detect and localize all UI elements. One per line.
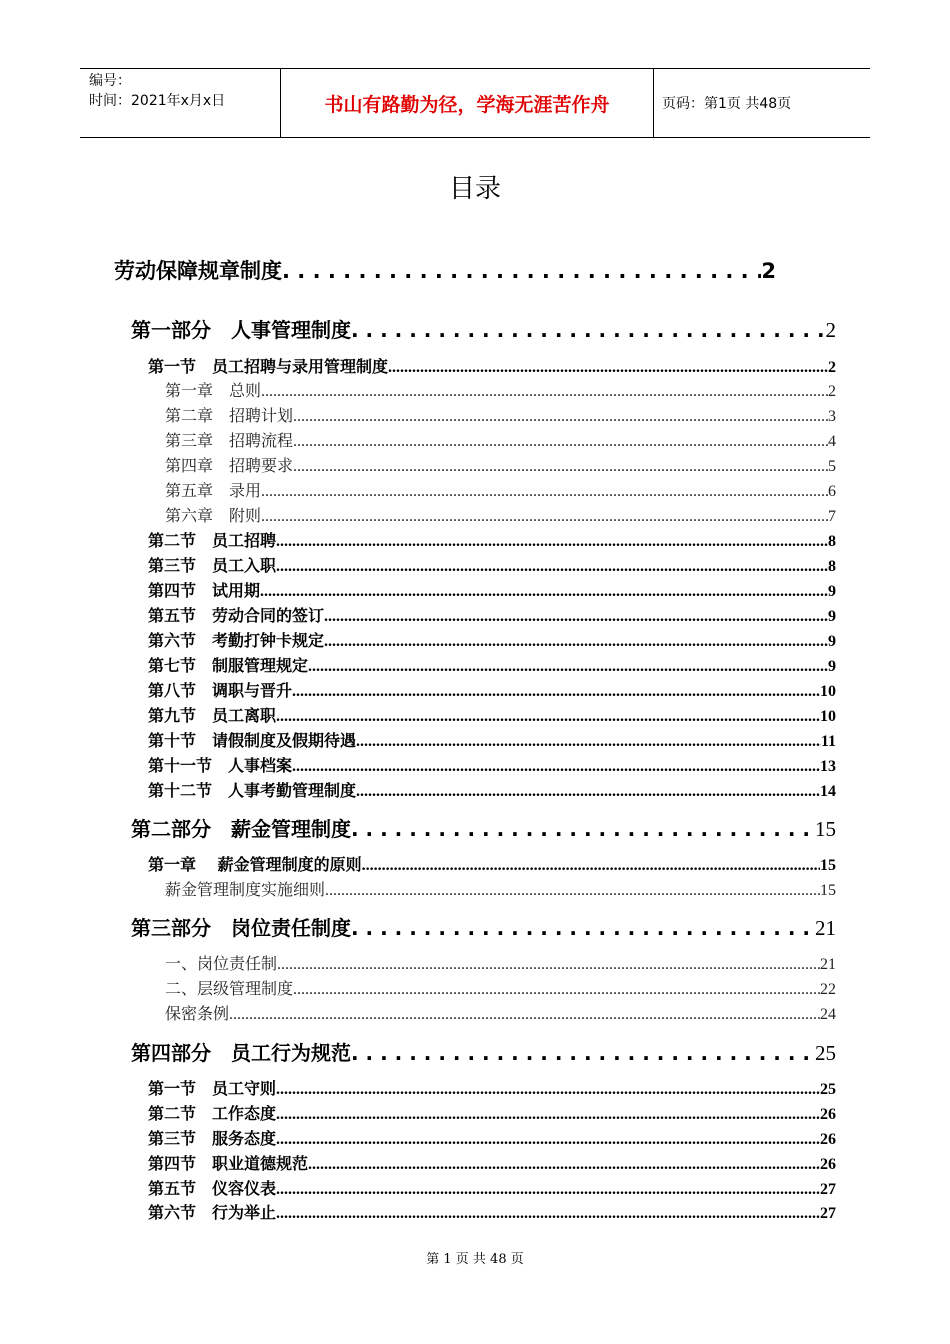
toc-entry-leader-dots bbox=[282, 259, 761, 283]
toc-entry-label: 第三节 员工入职 bbox=[148, 556, 277, 575]
toc-entry[interactable] bbox=[165, 378, 836, 401]
toc-entry-page-number: 6 bbox=[828, 483, 836, 500]
toc-entry-leader-dots bbox=[292, 758, 820, 776]
toc-entry-label: 第五章 录用 bbox=[165, 481, 262, 500]
toc-entry-label: 第十一节 人事档案 bbox=[148, 756, 293, 775]
toc-entry-leader-dots bbox=[261, 508, 828, 526]
toc-entry-page-number: 5 bbox=[828, 458, 836, 475]
toc-entry-leader-dots bbox=[308, 1156, 820, 1174]
toc-entry-leader-dots bbox=[351, 817, 815, 841]
toc-entry[interactable] bbox=[148, 653, 836, 676]
toc-entry-label: 第六章 附则 bbox=[165, 506, 262, 525]
toc-entry[interactable] bbox=[165, 503, 836, 526]
toc-entry[interactable] bbox=[148, 553, 836, 576]
page-footer: 第 1 页 共 48 页 bbox=[426, 1252, 524, 1267]
toc-entry-page-number: 8 bbox=[828, 558, 836, 575]
toc-entry-leader-dots bbox=[276, 1106, 820, 1124]
toc-entry-leader-dots bbox=[260, 583, 828, 601]
toc-entry-leader-dots bbox=[293, 433, 828, 451]
toc-entry[interactable] bbox=[148, 778, 836, 801]
toc-entry-page-number: 25 bbox=[815, 1041, 836, 1065]
toc-entry-label: 第一节 员工守则 bbox=[148, 1079, 277, 1098]
toc-entry-page-number: 25 bbox=[820, 1081, 836, 1098]
toc-entry-label: 第六节 考勤打钟卡规定 bbox=[148, 631, 325, 650]
toc-entry-label: 保密条例 bbox=[165, 1004, 230, 1023]
toc-entry-label: 第三节 服务态度 bbox=[148, 1129, 277, 1148]
toc-entry-page-number: 13 bbox=[820, 758, 836, 775]
toc-entry-label: 第十节 请假制度及假期待遇 bbox=[148, 731, 357, 750]
toc-entry-leader-dots bbox=[276, 558, 828, 576]
toc-entry[interactable] bbox=[148, 1126, 836, 1149]
toc-entry[interactable] bbox=[165, 453, 836, 476]
toc-entry-page-number: 10 bbox=[820, 683, 836, 700]
toc-entry[interactable] bbox=[148, 1200, 836, 1223]
toc-entry-leader-dots bbox=[276, 1131, 820, 1149]
toc-entry-leader-dots bbox=[229, 1006, 820, 1024]
toc-entry-page-number: 2 bbox=[761, 259, 776, 283]
toc-entry[interactable] bbox=[148, 1101, 836, 1124]
toc-entry-label: 第四章 招聘要求 bbox=[165, 456, 294, 475]
toc-entry-label: 第一节 员工招聘与录用管理制度 bbox=[148, 357, 389, 376]
header-slogan: 书山有路勤为径，学海无涯苦作舟 bbox=[281, 69, 654, 137]
toc-entry-leader-dots bbox=[388, 359, 828, 377]
toc-entry-leader-dots bbox=[276, 1181, 820, 1199]
toc-entry-page-number: 2 bbox=[828, 383, 836, 400]
toc-entry-page-number: 26 bbox=[820, 1131, 836, 1148]
toc-entry-label: 第四节 试用期 bbox=[148, 581, 261, 600]
toc-entry-leader-dots bbox=[351, 1041, 815, 1065]
document-number-label: 编号： bbox=[89, 73, 131, 89]
toc-entry-page-number: 15 bbox=[820, 882, 836, 899]
toc-entry-page-number: 9 bbox=[828, 658, 836, 675]
toc-entry[interactable] bbox=[165, 951, 836, 974]
toc-entry-page-number: 15 bbox=[815, 817, 836, 841]
toc-entry-label: 一、岗位责任制 bbox=[165, 954, 278, 973]
toc-entry[interactable] bbox=[165, 1001, 836, 1024]
toc-entry-label: 第六节 行为举止 bbox=[148, 1203, 277, 1222]
toc-entry-leader-dots bbox=[276, 533, 828, 551]
toc-entry[interactable] bbox=[165, 976, 836, 999]
toc-entry-page-number: 14 bbox=[820, 783, 836, 800]
page-title: 目录 bbox=[448, 174, 501, 204]
toc-entry-page-number: 22 bbox=[820, 981, 836, 998]
toc-entry-label: 二、层级管理制度 bbox=[165, 979, 294, 998]
toc-entry-page-number: 2 bbox=[825, 318, 836, 342]
toc-entry-label: 第五节 劳动合同的签订 bbox=[148, 606, 325, 625]
toc-entry-page-number: 3 bbox=[828, 408, 836, 425]
toc-entry-page-number: 21 bbox=[815, 916, 836, 940]
header-table bbox=[80, 68, 870, 138]
header-left-cell bbox=[80, 69, 281, 137]
toc-entry-label: 第九节 员工离职 bbox=[148, 706, 277, 725]
toc-entry-leader-dots bbox=[261, 483, 828, 501]
toc-entry-leader-dots bbox=[276, 1205, 820, 1223]
toc-entry-page-number: 21 bbox=[820, 956, 836, 973]
toc-entry[interactable] bbox=[131, 813, 836, 842]
toc-entry[interactable] bbox=[148, 628, 836, 651]
toc-entry-leader-dots bbox=[308, 658, 828, 676]
toc-entry-page-number: 8 bbox=[828, 533, 836, 550]
toc-entry-page-number: 4 bbox=[828, 433, 836, 450]
toc-entry[interactable] bbox=[148, 753, 836, 776]
toc-entry-page-number: 27 bbox=[820, 1205, 836, 1222]
toc-entry-leader-dots bbox=[293, 408, 828, 426]
toc-entry[interactable] bbox=[148, 528, 836, 551]
toc-entry-label: 第二节 工作态度 bbox=[148, 1104, 277, 1123]
toc-entry[interactable] bbox=[148, 603, 836, 626]
toc-entry-label: 第二部分 薪金管理制度 bbox=[131, 817, 351, 841]
toc-entry[interactable] bbox=[114, 255, 776, 285]
toc-entry-page-number: 15 bbox=[820, 857, 836, 874]
toc-entry-page-number: 9 bbox=[828, 608, 836, 625]
toc-entry-leader-dots bbox=[277, 956, 820, 974]
toc-entry[interactable] bbox=[148, 578, 836, 601]
toc-entry-leader-dots bbox=[293, 981, 820, 999]
toc-entry-label: 薪金管理制度实施细则 bbox=[165, 880, 326, 899]
toc-entry-label: 劳动保障规章制度 bbox=[114, 259, 282, 283]
toc-entry[interactable] bbox=[148, 728, 836, 751]
toc-entry-leader-dots bbox=[261, 383, 828, 401]
toc-entry-page-number: 11 bbox=[820, 733, 836, 750]
toc-entry-leader-dots bbox=[356, 783, 820, 801]
toc-entry-label: 第二章 招聘计划 bbox=[165, 406, 294, 425]
toc-entry[interactable] bbox=[148, 1176, 836, 1199]
toc-entry-leader-dots bbox=[351, 318, 826, 342]
toc-entry[interactable] bbox=[131, 1037, 836, 1066]
toc-entry[interactable] bbox=[165, 403, 836, 426]
toc-entry-page-number: 9 bbox=[828, 633, 836, 650]
toc-entry-leader-dots bbox=[276, 708, 820, 726]
toc-entry[interactable] bbox=[148, 1076, 836, 1099]
toc-entry-page-number: 7 bbox=[828, 508, 836, 525]
toc-entry-label: 第五节 仪容仪表 bbox=[148, 1179, 277, 1198]
toc-entry[interactable] bbox=[165, 428, 836, 451]
toc-entry[interactable] bbox=[131, 912, 836, 941]
toc-entry[interactable] bbox=[165, 877, 836, 900]
toc-entry[interactable] bbox=[148, 678, 836, 701]
toc-entry-leader-dots bbox=[351, 916, 815, 940]
toc-entry-leader-dots bbox=[292, 683, 820, 701]
toc-entry-label: 第一章 总则 bbox=[165, 381, 262, 400]
toc-entry-leader-dots bbox=[293, 458, 828, 476]
document-time-label: 时间：2021年x月x日 bbox=[89, 93, 226, 109]
toc-entry-label: 第三章 招聘流程 bbox=[165, 431, 294, 450]
toc-entry-page-number: 27 bbox=[820, 1181, 836, 1198]
toc-entry-label: 第八节 调职与晋升 bbox=[148, 681, 293, 700]
toc-entry[interactable] bbox=[148, 1151, 836, 1174]
toc-entry-page-number: 10 bbox=[820, 708, 836, 725]
toc-entry-label: 第七节 制服管理规定 bbox=[148, 656, 309, 675]
toc-entry-leader-dots bbox=[362, 857, 820, 875]
toc-entry[interactable] bbox=[148, 703, 836, 726]
toc-entry-page-number: 9 bbox=[828, 583, 836, 600]
toc-entry-page-number: 24 bbox=[820, 1006, 836, 1023]
toc-entry[interactable] bbox=[131, 314, 836, 343]
toc-entry-label: 第一章 薪金管理制度的原则 bbox=[148, 855, 362, 874]
toc-entry-page-number: 2 bbox=[828, 359, 836, 376]
toc-entry[interactable] bbox=[148, 354, 836, 377]
toc-entry[interactable] bbox=[148, 852, 836, 875]
toc-entry-label: 第四节 职业道德规范 bbox=[148, 1154, 309, 1173]
toc-entry-label: 第十二节 人事考勤管理制度 bbox=[148, 781, 357, 800]
toc-entry-label: 第三部分 岗位责任制度 bbox=[131, 916, 351, 940]
header-page-info: 页码：第1页 共48页 bbox=[662, 96, 792, 112]
toc-entry-page-number: 26 bbox=[820, 1156, 836, 1173]
toc-entry-leader-dots bbox=[325, 882, 820, 900]
toc-entry-leader-dots bbox=[276, 1081, 820, 1099]
toc-entry-leader-dots bbox=[324, 608, 828, 626]
toc-entry-label: 第二节 员工招聘 bbox=[148, 531, 277, 550]
toc-entry-label: 第四部分 员工行为规范 bbox=[131, 1041, 351, 1065]
toc-entry-page-number: 26 bbox=[820, 1106, 836, 1123]
toc-entry-label: 第一部分 人事管理制度 bbox=[131, 318, 351, 342]
toc-entry-leader-dots bbox=[324, 633, 828, 651]
toc-entry-leader-dots bbox=[356, 733, 821, 751]
toc-entry[interactable] bbox=[165, 478, 836, 501]
